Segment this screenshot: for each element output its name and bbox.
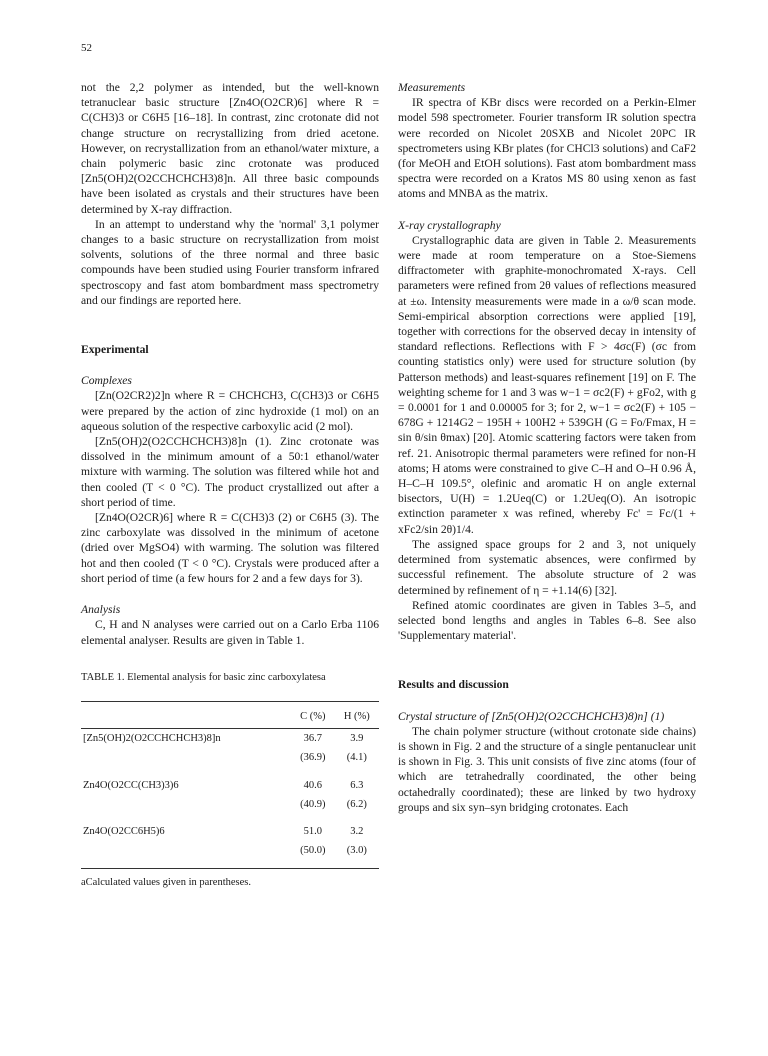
crystal-structure-heading: Crystal structure of [Zn5(OH)2(O2CCHCHCH3)8)n] (1) [398,709,665,723]
crystal-structure-paragraph: The chain polymer structure (without crotonate side chains) is shown in Fig. 2 and the structure of a single pentanuclear unit is shown in Fig. 3. This unit consists of five zinc atoms (four of which are tetrahedrally coordinated, the other being octahedrally coordinated); these are linked by two hydroxy groups and six syn–syn bridging crotonates. Each [398,724,696,814]
table-cell-h-calc: (6.2) [346,798,367,810]
table-header-compound [81,701,291,728]
measurements-heading: Measurements [398,81,466,94]
complexes-paragraph-1: [Zn(O2CR2)2]n where R = CHCHCH3, C(CH3)3 or C6H5 were prepared by the action of zinc hydroxide (1 mol) on an aqueous solution of the respective carboxylic acid (2 mol). [81,389,379,433]
complexes-paragraph-3: [Zn4O(O2CR)6] where R = C(CH3)3 (2) or C6H5 (3). The zinc carboxylate was dissolved in the minimum of acetone (dried over MgSO4) with warming. The solution was filtered hot and then cooled (T < 0 °C). Crystals were produced after a short period of time (a few hours for 2 and a few days for 3). [81,511,379,585]
table-cell-c-calc: (50.0) [291,841,335,869]
experimental-heading: Experimental [81,343,149,357]
xray-paragraph-3: Refined atomic coordinates are given in Tables 3–5, and selected bond lengths and angles in Tables 6–8. See also 'Supplementary material'. [398,598,696,643]
table-caption: TABLE 1. Elemental analysis for basic zinc carboxylatesa [81,671,326,683]
table-cell-h-found: 3.9 [350,733,364,745]
measurements-paragraph: IR spectra of KBr discs were recorded on a Perkin-Elmer model 598 spectrometer. Fourier transform IR solution spectra were recorded on Nicolet 20SXB and Nicolet 20PC IR spectrometers using KBr plates (for CHCl3 solutions) and CaF2 (for MeOH and EtOH solutions). Fast atom bombardment mass spectra were recorded on a Kratos MS 80 using xenon as fast atoms and MNBA as the matrix. [398,96,696,201]
left-column [81,80,379,891]
complexes-paragraph-2: [Zn5(OH)2(O2CCHCHCH3)8]n (1). Zinc crotonate was dissolved in the minimum amount of a 50:1 ethanol/water mixture with warming. The solution was filtered while hot and then cooled (T < 0 °C). The product crystallized out after a short period of time. [81,435,379,509]
table-cell-h-found: 6.3 [350,779,364,791]
right-column [398,80,696,815]
table-header-hydrogen: H (%) [335,701,379,728]
table-cell-compound: Zn4O(O2CC6H5)6 [83,825,165,837]
xray-heading: X-ray crystallography [398,218,501,232]
analysis-paragraph: C, H and N analyses were carried out on a Carlo Erba 1106 elemental analyser. Results are given in Table 1. [81,618,379,647]
table-cell-h-found: 3.2 [350,825,364,837]
table-cell-c-calc: (40.9) [300,798,326,810]
intro-paragraph-1: not the 2,2 polymer as intended, but the well-known tetranuclear basic structure [Zn4O(O2CR)6] where R = C(CH3)3 or C6H5 [16–18]. In contrast, zinc crotonate did not change structure on recrystallizing from dried acetone. However, on recrystallization from an ethanol/water mixture, a chain polymeric basic zinc crotonate was produced [Zn5(OH)2(O2CCHCHCH3)8]n. All three basic compounds have been isolated as crystals and their structures have been determined by X-ray diffraction. [81,81,379,216]
elemental-analysis-table [81,701,379,869]
analysis-heading: Analysis [81,603,121,617]
table-cell-compound: [Zn5(OH)2(O2CCHCHCH3)8]n [83,733,221,745]
results-heading: Results and discussion [398,678,509,692]
table-cell-c-calc: (36.9) [300,752,326,764]
table-cell-c-found: 36.7 [303,733,322,745]
complexes-heading: Complexes [81,374,132,388]
table-cell-h-calc: (4.1) [346,752,367,764]
table-cell-h-calc: (3.0) [335,841,379,869]
page-number: 52 [81,42,92,54]
table-footnote: aCalculated values given in parentheses. [81,877,251,889]
intro-paragraph-2: In an attempt to understand why the 'normal' 3,1 polymer changes to a basic structure on recrystallization from moist solvents, solutions of the three normal and three basic compounds have been studied using Fourier transform infrared spectroscopy and fast atom bombardment mass spectrometry and our findings are reported here. [81,217,379,307]
table-cell-c-found: 40.6 [303,779,322,791]
table-header-carbon: C (%) [291,701,335,728]
table-cell-compound: Zn4O(O2CC(CH3)3)6 [83,779,179,791]
xray-paragraph-1: Crystallographic data are given in Table 2. Measurements were made at room temperature on a Stoe-Siemens diffractometer with graphite-monochromated X-rays. Cell parameters were refined from 2θ values of reflections measured at ±ω. Intensity measurements were made in a ω/θ scan mode. Semi-empirical absorption corrections were applied [19], together with corrections for the observed decay in intensity of standard reflections. Reflections with F > 4σc(F) (σc from counting statistics only) were used for structure solution (by Patterson methods) and least-squares refinement [19] on F. The weighting scheme for 1 and 3 was w−1 = σc2(F) + gFo2, with g = 0.0001 for 1 and 0.00005 for 3; for 2, w−1 = σc2(F) + 105 − 678G + 1214G2 − 195H + 100H2 + 539GH (G = Fo/Fmax, H = sin θ/sin θmax) [20]. Atomic scattering factors were taken from ref. 21. Anisotropic thermal parameters were refined for non-H atoms; H atoms were constrained to give C–H and O–H 0.96 Å, H–C–H 109.5°, olefinic and aromatic H on angle external bisectors, U(H) = 1.2Ueq(C) or 1.2Ueq(O). An isotropic extinction parameter x was refined, whereby Fc' = Fc/(1 + xFc2/sin 2θ)1/4. [398,233,696,536]
xray-paragraph-2: The assigned space groups for 2 and 3, not uniquely determined from systematic absences, were confirmed by successful refinement. The absolute structure of 2 was determined by refinement of η = +1.14(6) [32]. [398,537,696,597]
table-cell-c-found: 51.0 [303,825,322,837]
